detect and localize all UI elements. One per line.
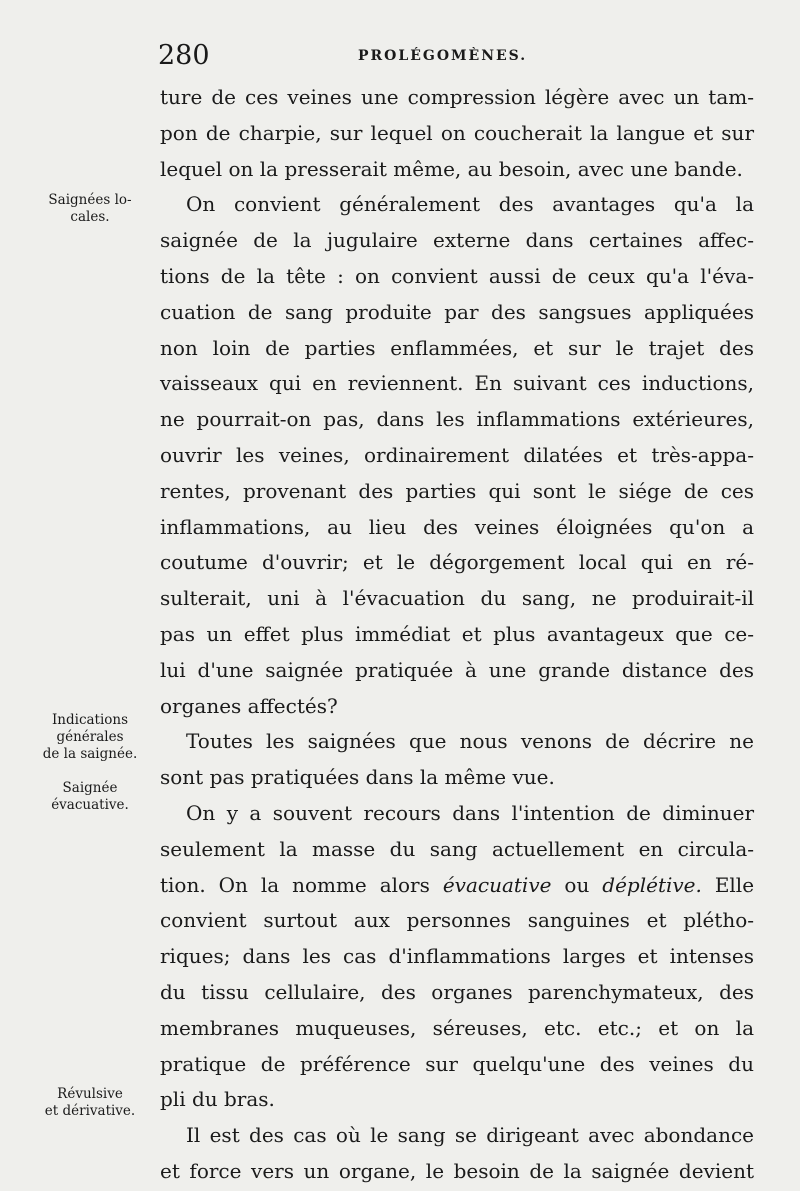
paragraph-start-line: Il est des cas où le sang se dirigeant avec abondance (186, 1123, 754, 1148)
sidenote-line: évacuative. (51, 797, 129, 813)
text-line: seulement la masse du sang actuellement en circula- (160, 836, 754, 861)
text-line: inflammations, au lieu des veines éloignées qu'on a (160, 514, 754, 539)
running-head: PROLÉGOMÈNES. (358, 48, 528, 64)
text-line-with-emphasis (160, 868, 754, 904)
text-run: Elle (714, 872, 755, 897)
text-line: lui d'une saignée pratiquée à une grande distance des (160, 657, 754, 682)
sidenote-revulsive-derivative (20, 1086, 160, 1120)
sidenote-line: de la saignée. (42, 746, 138, 762)
sidenote-line: Indications (51, 712, 129, 728)
page-number: 280 (158, 40, 210, 71)
text-line: et force vers un organe, le besoin de la saignée devient (160, 1158, 754, 1183)
emphasis-evacuative: évacuative (442, 872, 552, 897)
sidenote-line: Saignées lo- (48, 192, 132, 208)
text-run: tion. On la nomme alors (160, 872, 430, 897)
text-run: ou (564, 872, 590, 897)
text-line: organes affectés? (160, 693, 338, 718)
text-line: sont pas pratiquées dans la même vue. (160, 765, 555, 790)
text-line: pratique de préférence sur quelqu'une des veines du (160, 1051, 754, 1076)
text-line: cuation de sang produite par des sangsues appliquées (160, 299, 754, 324)
paragraph-start-line: On y a souvent recours dans l'intention de diminuer (186, 800, 754, 825)
paragraph-start-line: On convient généralement des avantages qu'a la (186, 192, 754, 217)
sidenote-saignees-locales (20, 192, 160, 226)
text-line: ture de ces veines une compression légère avec un tam- (160, 85, 754, 109)
paragraph-start-line: Toutes les saignées que nous venons de décrire ne (186, 729, 754, 754)
emphasis-depletive: déplétive. (602, 872, 702, 897)
page-header (158, 40, 758, 80)
text-line: du tissu cellulaire, des organes parenchymateux, des (160, 979, 754, 1004)
sidenote-line: Saignée (62, 780, 118, 796)
body-text (160, 80, 754, 1190)
text-line: rentes, provenant des parties qui sont le siége de ces (160, 478, 754, 503)
text-line: lequel on la presserait même, au besoin, avec une bande. (160, 156, 743, 181)
sidenote-line: cales. (70, 209, 110, 225)
sidenote-indications-generales (20, 712, 160, 763)
text-line: pas un effet plus immédiat et plus avantageux que ce- (160, 621, 754, 646)
text-line: ne pourrait-on pas, dans les inflammations extérieures, (160, 407, 754, 432)
sidenote-line: générales (56, 729, 124, 745)
sidenote-line: Révulsive (57, 1086, 123, 1102)
sidenote-saignee-evacuative (20, 780, 160, 814)
sidenote-line: et dérivative. (44, 1103, 136, 1119)
text-line: membranes muqueuses, séreuses, etc. etc.; et on la (160, 1015, 754, 1040)
text-line: non loin de parties enflammées, et sur le trajet des (160, 335, 754, 360)
text-line: saignée de la jugulaire externe dans certaines affec- (160, 228, 754, 253)
text-line: pon de charpie, sur lequel on coucherait la langue et sur (160, 120, 754, 145)
text-line: vaisseaux qui en reviennent. En suivant ces inductions, (160, 371, 754, 396)
text-line: sulterait, uni à l'évacuation du sang, ne produirait-il (160, 586, 754, 611)
text-line: ouvrir les veines, ordinairement dilatées et très-appa- (160, 442, 754, 467)
text-line: pli du bras. (160, 1087, 275, 1112)
text-line: convient surtout aux personnes sanguines et plétho- (160, 908, 754, 933)
text-line: tions de la tête : on convient aussi de ceux qu'a l'éva- (160, 263, 754, 288)
text-line: riques; dans les cas d'inflammations larges et intenses (160, 944, 754, 969)
text-line: coutume d'ouvrir; et le dégorgement local qui en ré- (160, 550, 754, 575)
